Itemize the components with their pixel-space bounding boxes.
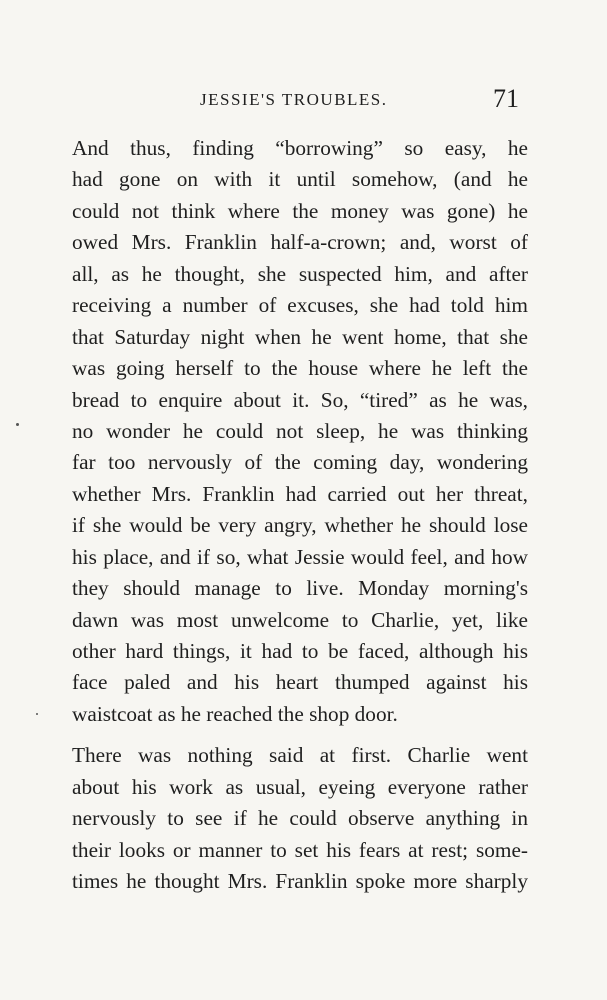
text-line: dawn was most unwelcome to Charlie, yet, like — [72, 607, 528, 632]
text-line: other hard things, it had to be faced, although his — [72, 639, 528, 663]
page-number: 71 — [493, 84, 519, 113]
text-line: they should manage to live. Monday morning's — [72, 576, 528, 601]
text-line: There was nothing said at first. Charlie went — [72, 743, 528, 768]
text-line: no wonder he could not sleep, he was thinking — [72, 418, 528, 443]
text-line: about his work as usual, eyeing everyone rather — [72, 774, 528, 799]
text-line: far too nervously of the coming day, wondering — [72, 450, 528, 475]
text-line: had gone on with it until somehow, (and he — [72, 167, 528, 192]
text-line: if she would be very angry, whether he should lose — [72, 513, 528, 538]
paragraph-1 — [72, 133, 528, 730]
text-line: nervously to see if he could observe anything in — [72, 806, 528, 831]
margin-speck — [16, 423, 19, 426]
text-line: bread to enquire about it. So, “tired” as he was, — [72, 387, 528, 412]
text-line: times he thought Mrs. Franklin spoke more sharply — [72, 869, 528, 894]
text-line: waistcoat as he reached the shop door. — [72, 701, 398, 726]
text-line: whether Mrs. Franklin had carried out her threat, — [72, 481, 528, 506]
paragraph-gap — [72, 730, 528, 740]
text-line: receiving a number of excuses, she had told him — [72, 293, 528, 318]
text-line: his place, and if so, what Jessie would feel, and how — [72, 544, 528, 569]
page-header — [0, 84, 607, 118]
text-line: that Saturday night when he went home, that she — [72, 324, 528, 349]
text-line: could not think where the money was gone) he — [72, 198, 528, 223]
paragraph-2 — [72, 740, 528, 897]
text-line: was going herself to the house where he left the — [72, 356, 528, 381]
text-line: their looks or manner to set his fears at rest; some- — [72, 837, 528, 862]
text-line: all, as he thought, she suspected him, and after — [72, 261, 528, 286]
running-head: JESSIE'S TROUBLES. — [200, 90, 388, 109]
margin-speck — [36, 713, 38, 715]
text-line: owed Mrs. Franklin half-a-crown; and, worst of — [72, 230, 528, 255]
body-text — [72, 133, 528, 898]
text-line: And thus, finding “borrowing” so easy, he — [72, 136, 528, 160]
text-line: face paled and his heart thumped against his — [72, 670, 528, 695]
